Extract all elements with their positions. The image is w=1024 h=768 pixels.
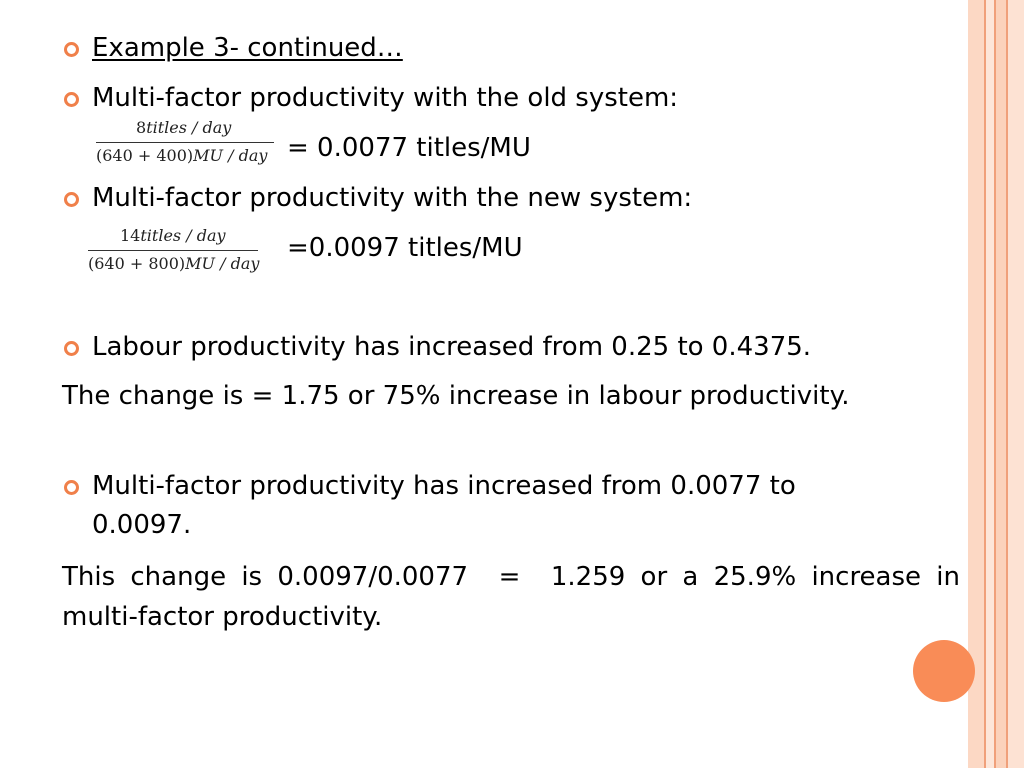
new-system-fraction [88, 226, 258, 282]
fraction-numerator-value: 14 [120, 226, 141, 245]
multifactor-increase-line2: 0.0097. [92, 510, 192, 540]
labour-change-paragraph: The change is = 1.75 or 75% increase in labour productivity. [62, 381, 850, 411]
labour-productivity-text: Labour productivity has increased from 0.25 to 0.4375. [92, 332, 812, 362]
decorative-circle [913, 640, 975, 702]
fraction-numerator-unit: titles / day [140, 226, 226, 245]
fraction-denominator-expr: (640 + 800) [88, 254, 186, 273]
old-system-label: Multi-factor productivity with the old system: [92, 83, 679, 113]
bullet-icon [64, 192, 79, 207]
fraction-denominator-unit: MU / day [185, 254, 260, 273]
multifactor-change-paragraph: This change is 0.0097/0.0077 = 1.259 or a 25.9% increase in multi-factor productivity. [62, 562, 969, 632]
fraction-numerator-unit: titles / day [146, 118, 232, 137]
new-system-label: Multi-factor productivity with the new system: [92, 183, 693, 213]
fraction-denominator-unit: MU / day [193, 146, 268, 165]
bullet-icon [64, 480, 79, 495]
bullet-icon [64, 341, 79, 356]
fraction-denominator-expr: (640 + 400) [96, 146, 194, 165]
bullet-icon [64, 42, 79, 57]
new-system-result: =0.0097 titles/MU [287, 233, 523, 263]
fraction-numerator-value: 8 [136, 118, 147, 137]
multifactor-increase-line1: Multi-factor productivity has increased from 0.0077 to [92, 471, 796, 501]
slide-heading: Example 3- continued… [92, 33, 403, 63]
bullet-icon [64, 92, 79, 107]
decorative-border [968, 0, 1024, 768]
old-system-result: = 0.0077 titles/MU [287, 133, 531, 163]
old-system-fraction [96, 118, 274, 174]
